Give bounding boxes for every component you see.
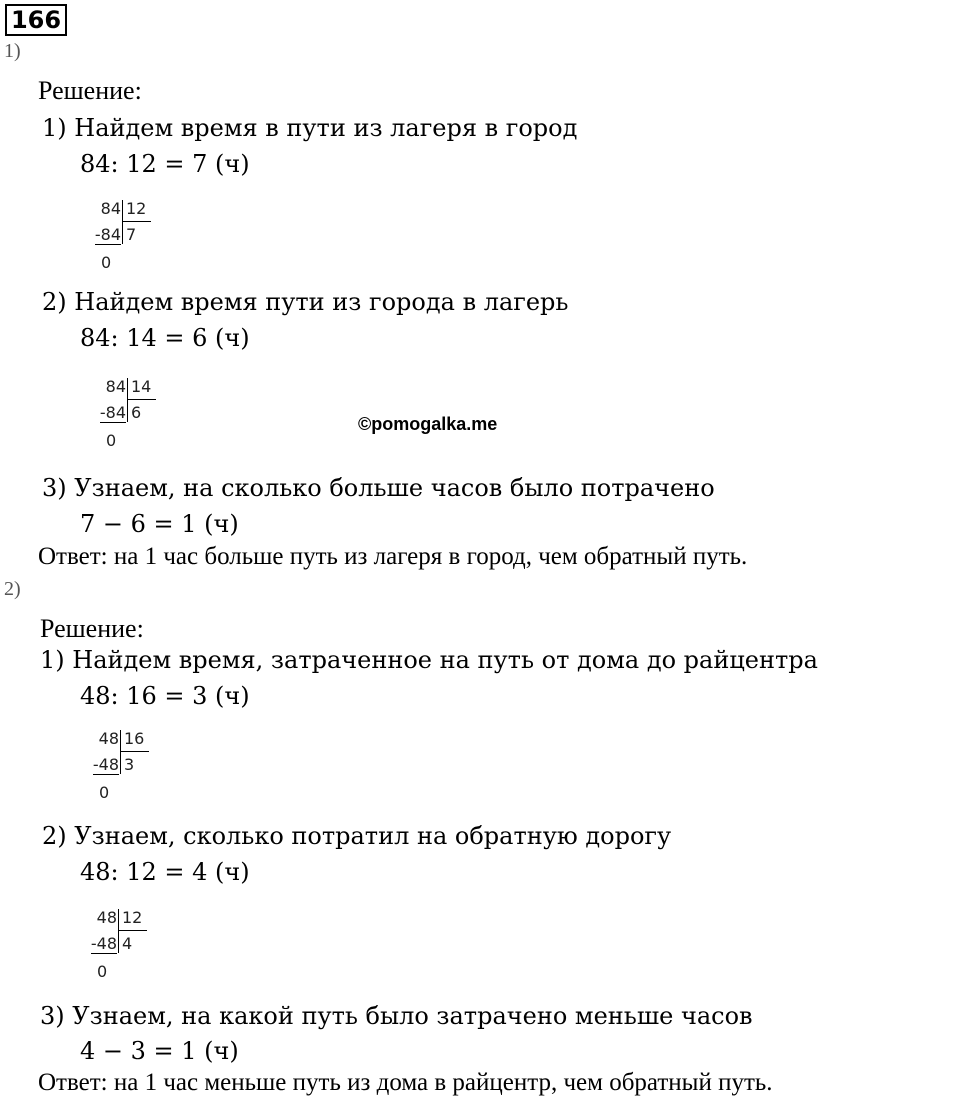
division-bar — [120, 730, 121, 774]
equation: 4 − 3 = 1 (ч) — [80, 1037, 239, 1065]
equation: 48: 16 = 3 (ч) — [80, 682, 250, 710]
long-division — [89, 200, 179, 274]
answer-text: Ответ: на 1 час меньше путь из дома в райцентр, чем обратный путь. — [38, 1069, 773, 1096]
division-dividend: 48 — [98, 729, 119, 748]
solution-label: Решение: — [40, 614, 144, 643]
division-quotient: 3 — [124, 755, 135, 774]
solution-label: Решение: — [38, 76, 142, 105]
part-label: 1) — [4, 40, 21, 62]
long-division — [87, 730, 177, 804]
division-remainder: 0 — [101, 253, 112, 272]
part-label: 2) — [4, 578, 21, 600]
division-bar — [128, 399, 156, 400]
division-remainder: 0 — [106, 431, 117, 450]
equation: 84: 12 = 7 (ч) — [80, 150, 250, 178]
division-subtrahend: -84 — [94, 225, 121, 244]
step-text: 3) Узнаем, на сколько больше часов было потрачено — [42, 474, 715, 502]
division-divisor: 16 — [124, 729, 145, 748]
division-dividend: 84 — [100, 199, 121, 218]
division-subtrahend: -48 — [92, 755, 119, 774]
division-bar — [119, 930, 147, 931]
long-division — [85, 909, 175, 983]
problem-number: 166 — [5, 4, 67, 36]
division-divisor: 12 — [126, 199, 147, 218]
division-divisor: 12 — [122, 908, 143, 927]
division-quotient: 7 — [126, 225, 137, 244]
equation: 7 − 6 = 1 (ч) — [80, 510, 239, 538]
division-subtrahend: -48 — [90, 934, 117, 953]
division-dividend: 84 — [105, 377, 126, 396]
division-bar — [123, 221, 151, 222]
division-bar — [118, 909, 119, 953]
division-bar — [121, 751, 149, 752]
watermark: ©pomogalka.me — [358, 414, 498, 434]
division-bar — [127, 378, 128, 422]
division-remainder: 0 — [99, 783, 110, 802]
division-divisor: 14 — [131, 377, 152, 396]
division-quotient: 6 — [131, 403, 142, 422]
step-text: 1) Найдем время, затраченное на путь от дома до райцентра — [40, 646, 818, 674]
division-bar — [122, 200, 123, 244]
division-dividend: 48 — [96, 908, 117, 927]
division-quotient: 4 — [122, 934, 133, 953]
division-remainder: 0 — [97, 962, 108, 981]
equation: 48: 12 = 4 (ч) — [80, 858, 250, 886]
step-text: 2) Найдем время пути из города в лагерь — [42, 288, 569, 316]
long-division — [94, 378, 184, 452]
answer-text: Ответ: на 1 час больше путь из лагеря в город, чем обратный путь. — [38, 543, 748, 570]
step-text: 1) Найдем время в пути из лагеря в город — [42, 114, 578, 142]
step-text: 3) Узнаем, на какой путь было затрачено меньше часов — [40, 1002, 753, 1030]
equation: 84: 14 = 6 (ч) — [80, 324, 250, 352]
step-text: 2) Узнаем, сколько потратил на обратную дорогу — [42, 822, 672, 850]
division-subtrahend: -84 — [99, 403, 126, 422]
